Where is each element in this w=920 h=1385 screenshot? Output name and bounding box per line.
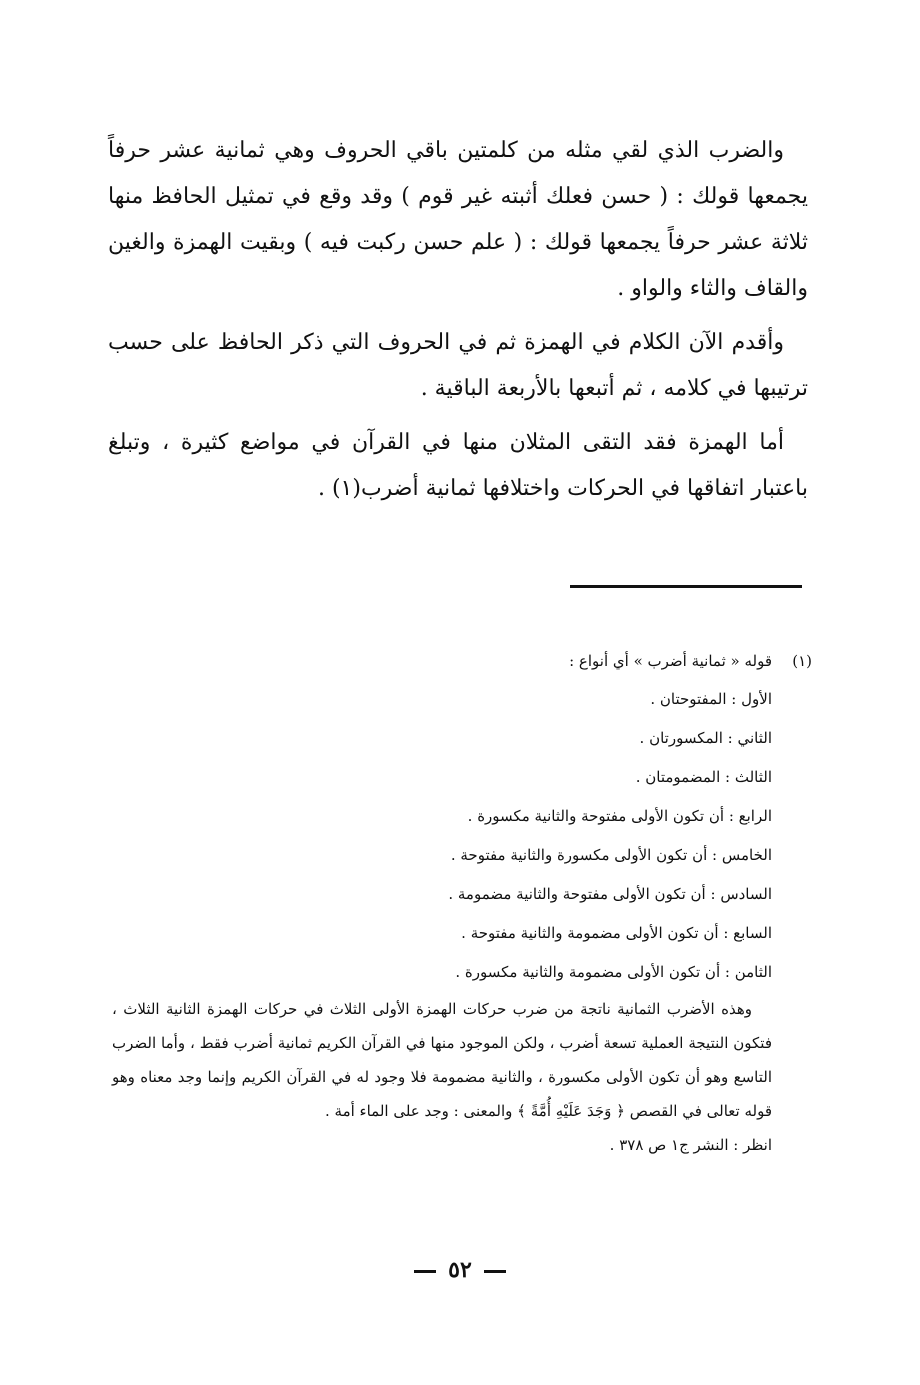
paragraph-order-of-discussion: وأقدم الآن الكلام في الهمزة ثم في الحروف التي ذكر الحافظ على حسب ترتيبها في كلامه ، ثم أتبعها بالأربعة الباقية . — [108, 330, 808, 401]
footnote-item: الأول : المفتوحتان . — [650, 690, 772, 708]
footnotes — [112, 642, 812, 1162]
footnote-separator — [570, 585, 802, 588]
footnote-number: (١) — [792, 652, 812, 670]
footnote-item: السادس : أن تكون الأولى مفتوحة والثانية مضمومة . — [448, 885, 772, 903]
footnote-item: الثاني : المكسورتان . — [639, 729, 772, 747]
paragraph-remaining-letters: والضرب الذي لقي مثله من كلمتين باقي الحروف وهي ثمانية عشر حرفاً يجمعها قولك : ( حسن فعلك أثبته غير قوم ) وقد وقع في تمثيل الحافظ منها ثلاثة عشر حرفاً يجمعها قولك : ( علم حسن ركبت فيه ) وبقيت الهمزة والغين والقاف والثاء والواو . — [108, 138, 808, 301]
page-number-value: ٥٢ — [448, 1257, 472, 1283]
footnote-reference: انظر : النشر ج١ ص ٣٧٨ . — [609, 1136, 772, 1154]
footnote-item: الرابع : أن تكون الأولى مفتوحة والثانية مكسورة . — [467, 807, 772, 825]
footnote-item: الثامن : أن تكون الأولى مضمومة والثانية مكسورة . — [455, 963, 772, 981]
footnote-header — [112, 642, 812, 680]
footnote-intro: قوله « ثمانية أضرب » أي أنواع : — [569, 652, 772, 670]
main-text — [108, 128, 808, 512]
page-number — [0, 1255, 920, 1285]
paragraph-hamza: أما الهمزة فقد التقى المثلان منها في القرآن في مواضع كثيرة ، وتبلغ باعتبار اتفاقها في الحركات واختلافها ثمانية أضرب(١) . — [108, 430, 808, 501]
page-number-dash-left — [414, 1270, 436, 1273]
footnote-item: السابع : أن تكون الأولى مضمومة والثانية مفتوحة . — [461, 924, 772, 942]
footnote-note: وهذه الأضرب الثمانية ناتجة من ضرب حركات الهمزة الأولى الثلاث في حركات الهمزة الثانية الثلاث ، فتكون النتيجة العملية تسعة أضرب ، ولكن الموجود منها في القرآن الكريم ثمانية أضرب فقط ، وأما الضرب التاسع وهو أن تكون الأولى مكسورة ، والثانية مضمومة فلا وجود له في القرآن الكريم وإنما وجد معناه وهو قوله تعالى في القصص ﴿ وَجَدَ عَلَيْهِ أُمَّةً ﴾ والمعنى : وجد على الماء أمة . — [112, 1000, 772, 1120]
footnote-item: الخامس : أن تكون الأولى مكسورة والثانية مفتوحة . — [450, 846, 772, 864]
footnote-item: الثالث : المضمومتان . — [635, 768, 772, 786]
footnote-list — [112, 680, 812, 992]
page-number-dash-right — [484, 1270, 506, 1273]
